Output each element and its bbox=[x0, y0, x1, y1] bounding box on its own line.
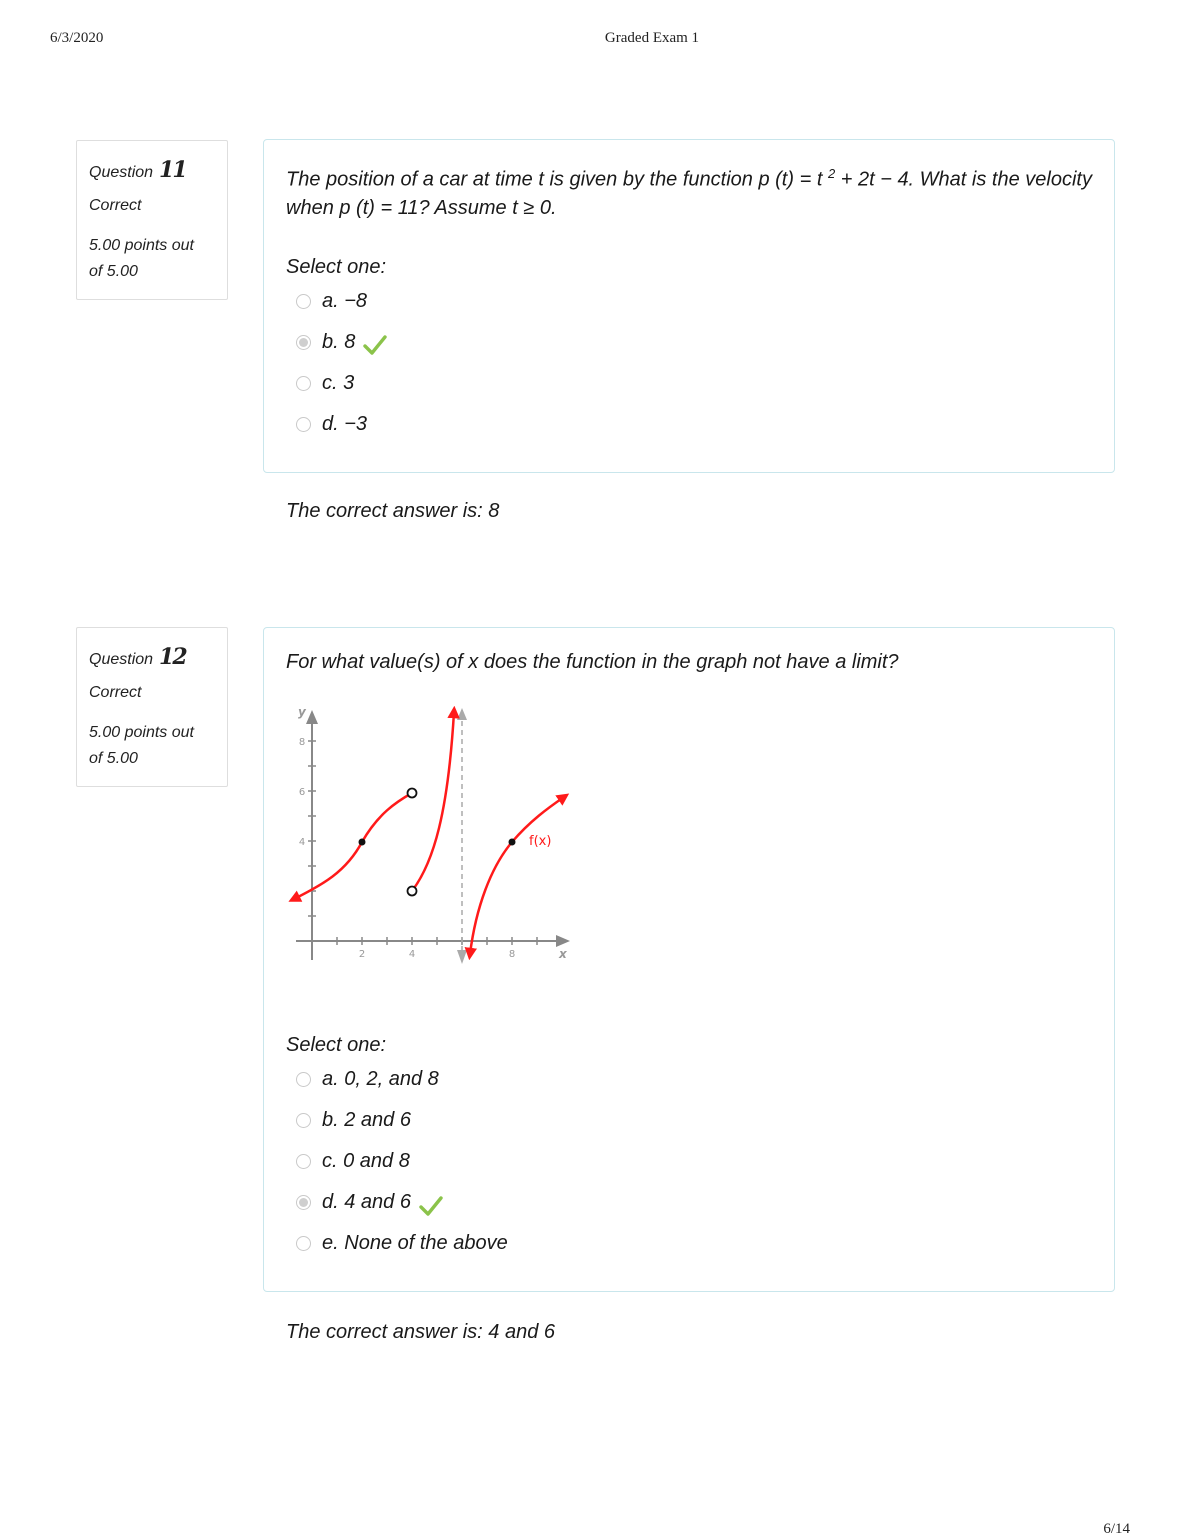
print-date: 6/3/2020 bbox=[50, 30, 104, 46]
asymptote-arrow-up bbox=[457, 708, 467, 720]
curve-segment-middle bbox=[412, 712, 454, 891]
radio-button-selected[interactable] bbox=[296, 335, 311, 350]
question-text: For what value(s) of x does the function in the graph not have a limit? bbox=[286, 651, 899, 673]
radio-button[interactable] bbox=[296, 1154, 311, 1169]
function-graph bbox=[286, 702, 586, 992]
answer-option-a[interactable] bbox=[286, 281, 1092, 322]
x-axis-label: x bbox=[559, 947, 567, 961]
question-card-12 bbox=[263, 627, 1115, 1292]
check-icon bbox=[363, 334, 387, 356]
x-tick-label: 2 bbox=[358, 949, 366, 960]
print-title: Graded Exam 1 bbox=[604, 30, 700, 46]
option-label: c. 3 bbox=[322, 371, 355, 394]
open-point bbox=[408, 789, 417, 798]
question-text-exponent: 2 bbox=[827, 166, 836, 181]
answer-option-b[interactable] bbox=[286, 322, 1092, 363]
page-number: 6/14 bbox=[1103, 1521, 1130, 1537]
question-card-11 bbox=[263, 139, 1115, 473]
y-axis-arrow bbox=[306, 710, 318, 724]
question-label bbox=[89, 644, 215, 670]
answer-option-e[interactable] bbox=[286, 1223, 1092, 1264]
question-state: Correct bbox=[89, 197, 142, 214]
answer-option-a[interactable] bbox=[286, 1059, 1092, 1100]
option-label: d. 4 and 6 bbox=[322, 1191, 411, 1213]
function-label: f(x) bbox=[529, 834, 552, 849]
question-text bbox=[286, 160, 1092, 222]
answer-option-d[interactable] bbox=[286, 404, 1092, 445]
open-point bbox=[408, 887, 417, 896]
question-text-part1: The position of a car at time t is given by the function p (t) = t bbox=[286, 168, 828, 191]
option-label: d. −3 bbox=[322, 412, 368, 435]
option-label: a. −8 bbox=[322, 289, 368, 312]
option-label: a. 0, 2, and 8 bbox=[322, 1068, 439, 1090]
answer-option-c[interactable] bbox=[286, 363, 1092, 404]
radio-button[interactable] bbox=[296, 1072, 311, 1087]
closed-point bbox=[509, 839, 516, 846]
question-state: Correct bbox=[89, 684, 142, 701]
question-info-12 bbox=[76, 627, 228, 787]
correct-answer-feedback: The correct answer is: 8 bbox=[286, 500, 500, 522]
option-label: b. 8 bbox=[322, 330, 356, 353]
radio-button[interactable] bbox=[296, 294, 311, 309]
question-text-part2: + 2t − 4. What is the velocity when p (t) = 11? Assume t ≥ 0. bbox=[286, 168, 1092, 219]
question-grade: 5.00 points out of 5.00 bbox=[89, 237, 194, 280]
radio-button-selected[interactable] bbox=[296, 1195, 311, 1210]
correct-answer-feedback: The correct answer is: 4 and 6 bbox=[286, 1321, 556, 1343]
y-tick-label: 6 bbox=[298, 787, 306, 798]
question-label-text: Question bbox=[89, 164, 154, 181]
curve-segment-right bbox=[470, 797, 564, 954]
answer-option-c[interactable] bbox=[286, 1141, 1092, 1182]
answer-option-b[interactable] bbox=[286, 1100, 1092, 1141]
check-icon bbox=[419, 1195, 443, 1217]
option-label: b. 2 and 6 bbox=[322, 1109, 411, 1131]
radio-button[interactable] bbox=[296, 1236, 311, 1251]
radio-button[interactable] bbox=[296, 417, 311, 432]
question-grade: 5.00 points out of 5.00 bbox=[89, 724, 194, 767]
question-label-text: Question bbox=[89, 651, 154, 668]
x-tick-label: 4 bbox=[408, 949, 416, 960]
question-number: 12 bbox=[159, 644, 186, 670]
y-tick-label: 8 bbox=[298, 737, 306, 748]
answer-options bbox=[286, 281, 1092, 445]
x-axis-arrow bbox=[556, 935, 570, 947]
option-label: e. None of the above bbox=[322, 1232, 508, 1254]
y-tick-label: 4 bbox=[298, 837, 306, 848]
x-tick-label: 8 bbox=[508, 949, 516, 960]
radio-button[interactable] bbox=[296, 376, 311, 391]
question-number: 11 bbox=[159, 157, 186, 183]
question-info-11 bbox=[76, 140, 228, 300]
question-label bbox=[89, 157, 215, 183]
select-one-prompt: Select one: bbox=[286, 255, 387, 278]
closed-point bbox=[359, 839, 366, 846]
y-axis-label: y bbox=[298, 705, 306, 719]
select-one-prompt: Select one: bbox=[286, 1034, 387, 1056]
answer-option-d[interactable] bbox=[286, 1182, 1092, 1223]
option-label: c. 0 and 8 bbox=[322, 1150, 410, 1172]
radio-button[interactable] bbox=[296, 1113, 311, 1128]
answer-options bbox=[286, 1059, 1092, 1264]
